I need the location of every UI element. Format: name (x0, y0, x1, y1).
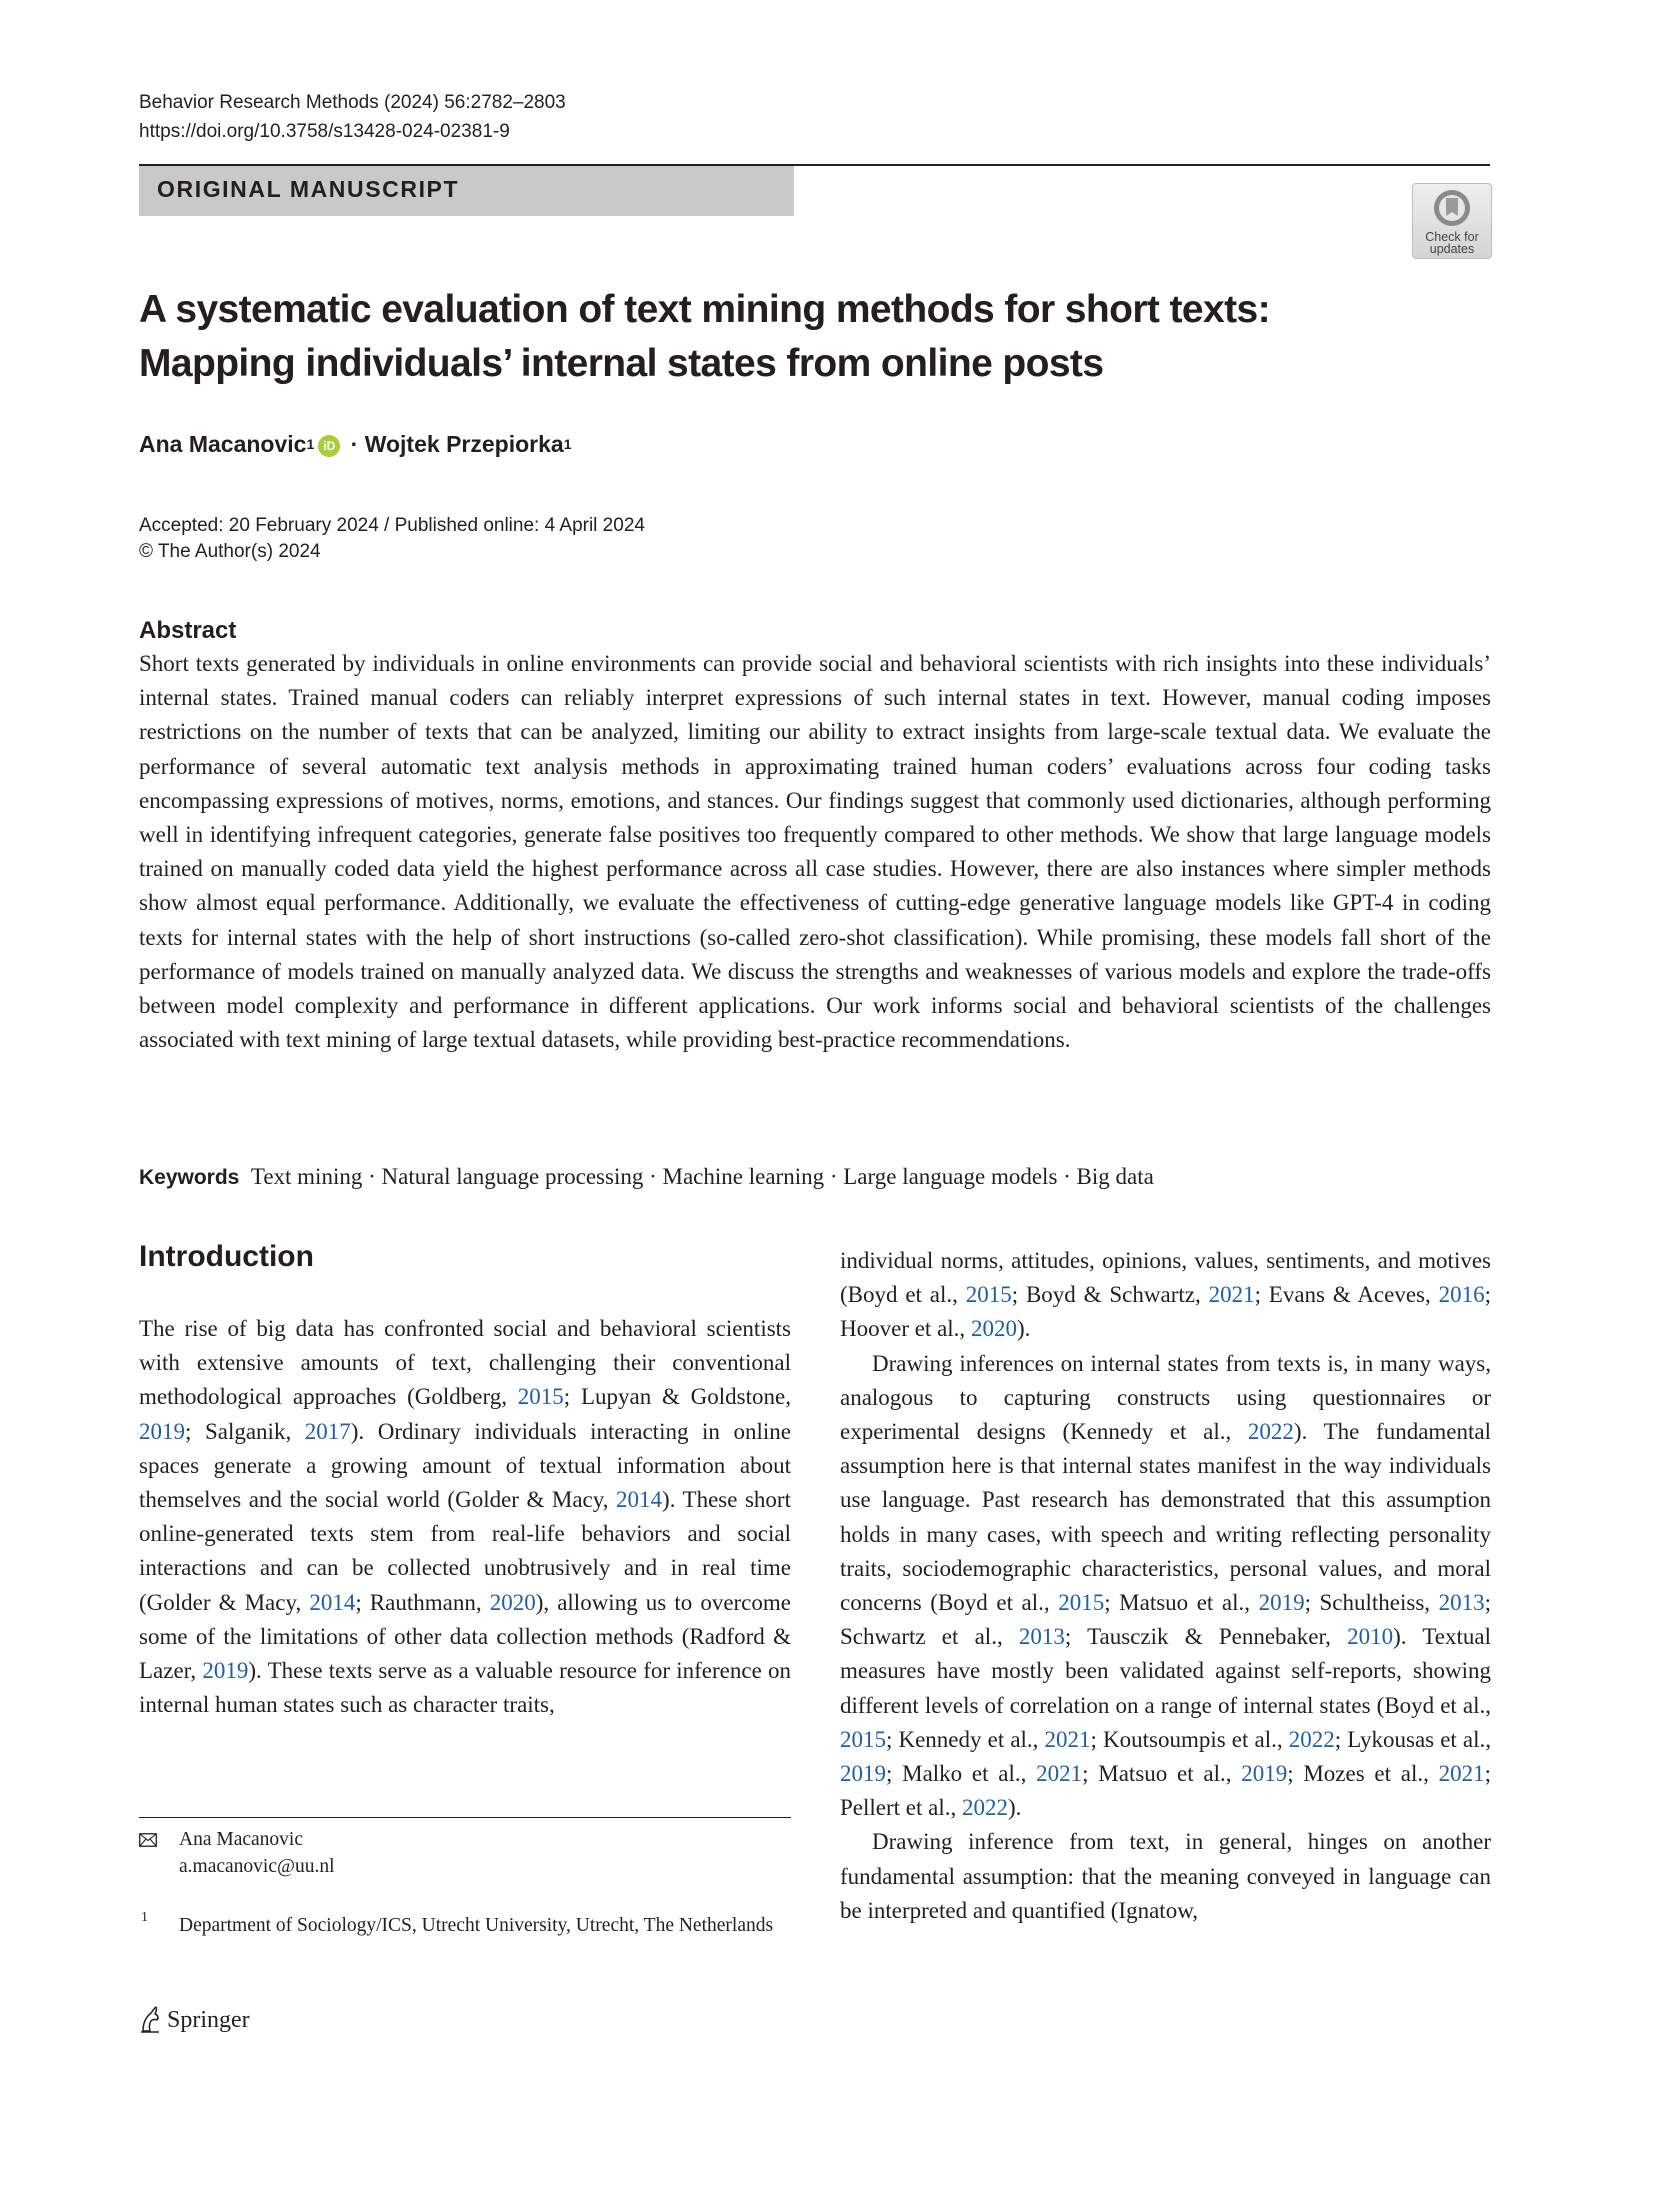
body-text: ; Koutsoumpis et al., (1090, 1726, 1289, 1752)
body-text: ; Lykousas et al., (1334, 1726, 1491, 1752)
citation-link[interactable]: 2010 (1347, 1624, 1394, 1650)
body-text: ). Textual measures have mostly been validated against self-reports, showing different levels of correlation on a range of internal states (Boyd et al., (840, 1624, 1491, 1718)
badge-line-2: updates (1429, 242, 1475, 256)
body-text: ; Kennedy et al., (886, 1726, 1045, 1752)
citation-link[interactable]: 2020 (970, 1316, 1017, 1342)
citation-link[interactable]: 2014 (616, 1487, 663, 1513)
citation-link[interactable]: 2015 (1058, 1590, 1105, 1616)
citation-link[interactable]: 2015 (965, 1282, 1012, 1308)
body-text: ; Matsuo et al., (1082, 1761, 1242, 1787)
affiliation-mark: 1 (306, 436, 315, 452)
journal-citation (139, 88, 566, 146)
journal-line: Behavior Research Methods (2024) 56:2782–2803 (139, 92, 566, 113)
body-text: ). (1008, 1795, 1022, 1821)
citation-link[interactable]: 2021 (1036, 1761, 1083, 1787)
citation-link[interactable]: 2019 (1258, 1590, 1305, 1616)
crossmark-icon (1432, 188, 1472, 228)
abstract-heading: Abstract (139, 617, 237, 644)
corresponding-author-name: Ana Macanovic (179, 1829, 303, 1850)
copyright-line: © The Author(s) 2024 (139, 541, 321, 562)
intro-paragraph (840, 1347, 1491, 1826)
citation-link[interactable]: 2017 (304, 1418, 351, 1444)
keywords-label: Keywords (139, 1166, 240, 1189)
citation-link[interactable]: 2013 (1018, 1624, 1065, 1650)
citation-link[interactable]: 2014 (309, 1589, 356, 1615)
author-name[interactable]: Ana Macanovic (139, 431, 307, 457)
body-text: individual norms, attitudes, opinions, values, sentiments, and motives (Boyd et al., (840, 1248, 1491, 1308)
citation-link[interactable]: 2013 (1438, 1590, 1485, 1616)
body-text: Drawing inference from text, in general, hinges on another fundamental assumption: that the meaning conveyed in language can be interpreted and quantified (Ignatow, (840, 1829, 1491, 1923)
envelope-icon (139, 1833, 157, 1847)
citation-link[interactable]: 2021 (1208, 1282, 1255, 1308)
body-text: ). These texts serve as a valuable resource for inference on internal human states such as character traits, (139, 1658, 791, 1718)
doi-link[interactable]: https://doi.org/10.3758/s13428-024-02381-9 (139, 121, 510, 142)
body-text: ; Malko et al., (886, 1761, 1037, 1787)
citation-link[interactable]: 2015 (840, 1726, 886, 1752)
body-text: ), allowing us to overcome some of the limitations of other data collection methods (Radford & Lazer, (139, 1589, 791, 1684)
citation-link[interactable]: 2016 (1438, 1282, 1485, 1308)
body-text: The rise of big data has confronted social and behavioral scientists with extensive amounts of text, challenging their conventional methodological approaches (Goldberg, (139, 1316, 791, 1410)
affiliation-number: 1 (141, 1910, 148, 1925)
author-list (139, 431, 571, 458)
citation-link[interactable]: 2019 (1241, 1761, 1288, 1787)
publisher-name: Springer (167, 2007, 250, 2033)
intro-paragraph-continued (840, 1244, 1491, 1347)
affiliation-mark: 1 (563, 436, 572, 452)
keywords-list: Text mining · Natural language processing · Machine learning · Large language models · Big data (250, 1164, 1154, 1189)
author-separator: · (344, 431, 365, 457)
citation-link[interactable]: 2021 (1438, 1761, 1485, 1787)
footnote-rule (139, 1817, 791, 1818)
body-text: ; Tausczik & Pennebaker, (1064, 1624, 1348, 1650)
body-text: ; Lupyan & Goldstone, (563, 1384, 791, 1410)
citation-link[interactable]: 2020 (489, 1589, 536, 1615)
intro-right-column (840, 1244, 1491, 1928)
body-text: Drawing inferences on internal states from texts is, in many ways, analogous to capturing constructs using questionnaires or experimental designs (Kennedy et al., (840, 1350, 1491, 1445)
body-text: ; Evans & Aceves, (1254, 1282, 1439, 1308)
citation-link[interactable]: 2019 (840, 1761, 886, 1787)
abstract-text: Short texts generated by individuals in online environments can provide social and behavioral scientists with rich insights into these individuals’ internal states. Trained manual coders can reliably interpret expressions of such internal states in text. However, manual coding imposes restrictions on the number of texts that can be analyzed, limiting our ability to extract insights from large-scale textual data. We evaluate the performance of several automatic text analysis methods in approximating trained human coders’ evaluations across four coding tasks encompassing expressions of motives, norms, emotions, and stances. Our findings suggest that commonly used dictionaries, although performing well in identifying infrequent categories, generate false positives too frequently compared to other methods. We show that large language models trained on manually coded data yield the highest performance across all case studies. However, there are also instances where simpler methods show almost equal performance. Additionally, we evaluate the effectiveness of cutting-edge generative language models like GPT-4 in coding texts for internal states with the help of short instructions (so-called zero-shot classification). While promising, these models fall short of the performance of models trained on manually analyzed data. We discuss the strengths and weaknesses of various models and explore the trade-offs between model complexity and performance in different applications. Our work informs social and behavioral scientists of the challenges associated with text mining of large textual datasets, while providing best-practice recommendations. (139, 651, 1491, 1053)
citation-link[interactable]: 2015 (517, 1384, 564, 1410)
body-text: ; Matsuo et al., (1104, 1590, 1259, 1616)
body-text: ; Schultheiss, (1304, 1590, 1439, 1616)
citation-link[interactable]: 2019 (202, 1658, 249, 1684)
body-text: ; Pellert et al., (840, 1761, 1492, 1821)
publication-dates (139, 513, 645, 565)
orcid-icon[interactable]: iD (318, 435, 340, 457)
citation-link[interactable]: 2022 (1247, 1419, 1294, 1445)
title-line-2: Mapping individuals’ internal states from online posts (139, 342, 1104, 385)
body-text: ; Salganik, (185, 1418, 305, 1444)
section-heading-introduction: Introduction (139, 1240, 314, 1273)
check-for-updates-badge[interactable] (1412, 183, 1492, 259)
citation-link[interactable]: 2019 (139, 1418, 185, 1444)
article-title (139, 283, 1459, 391)
body-text: ; Rauthmann, (355, 1589, 490, 1615)
badge-line-1: Check for (1425, 230, 1479, 244)
body-text: ). (1016, 1316, 1031, 1342)
keywords (139, 1164, 1154, 1190)
body-text: ). These short online-generated texts stem from real-life behaviors and social interactions and can be collected unobtrusively and in real time (Golder & Macy, (139, 1487, 791, 1615)
intro-left-paragraph (139, 1312, 791, 1722)
body-text: ). Ordinary individuals interacting in online spaces generate a growing amount of textual information about themselves and the social world (Golder & Macy, (139, 1418, 791, 1513)
citation-link[interactable]: 2022 (962, 1795, 1008, 1821)
accepted-published-line: Accepted: 20 February 2024 / Published online: 4 April 2024 (139, 515, 645, 536)
body-text: ; Hoover et al., (840, 1282, 1491, 1342)
citation-link[interactable]: 2021 (1044, 1726, 1091, 1752)
publisher-logo (139, 2005, 250, 2034)
springer-horse-icon (139, 2005, 161, 2033)
article-type-label: ORIGINAL MANUSCRIPT (157, 176, 460, 202)
author-name[interactable]: Wojtek Przepiorka (364, 431, 564, 457)
intro-paragraph (840, 1825, 1491, 1928)
body-text: ). The fundamental assumption here is that internal states manifest in the way individuals use language. Past research has demonstrated that this assumption holds in many cases, with speech and writing reflecting personality traits, sociodemographic characteristics, personal values, and moral concerns (Boyd et al., (840, 1419, 1491, 1616)
title-line-1: A systematic evaluation of text mining methods for short texts: (139, 288, 1270, 331)
citation-link[interactable]: 2022 (1288, 1726, 1335, 1752)
affiliation-text: Department of Sociology/ICS, Utrecht University, Utrecht, The Netherlands (179, 1915, 774, 1936)
body-text: ; Schwartz et al., (840, 1590, 1492, 1650)
body-text: ; Boyd & Schwartz, (1011, 1282, 1209, 1308)
corresponding-author-email[interactable]: a.macanovic@uu.nl (179, 1856, 335, 1877)
body-text: ; Mozes et al., (1287, 1761, 1439, 1787)
